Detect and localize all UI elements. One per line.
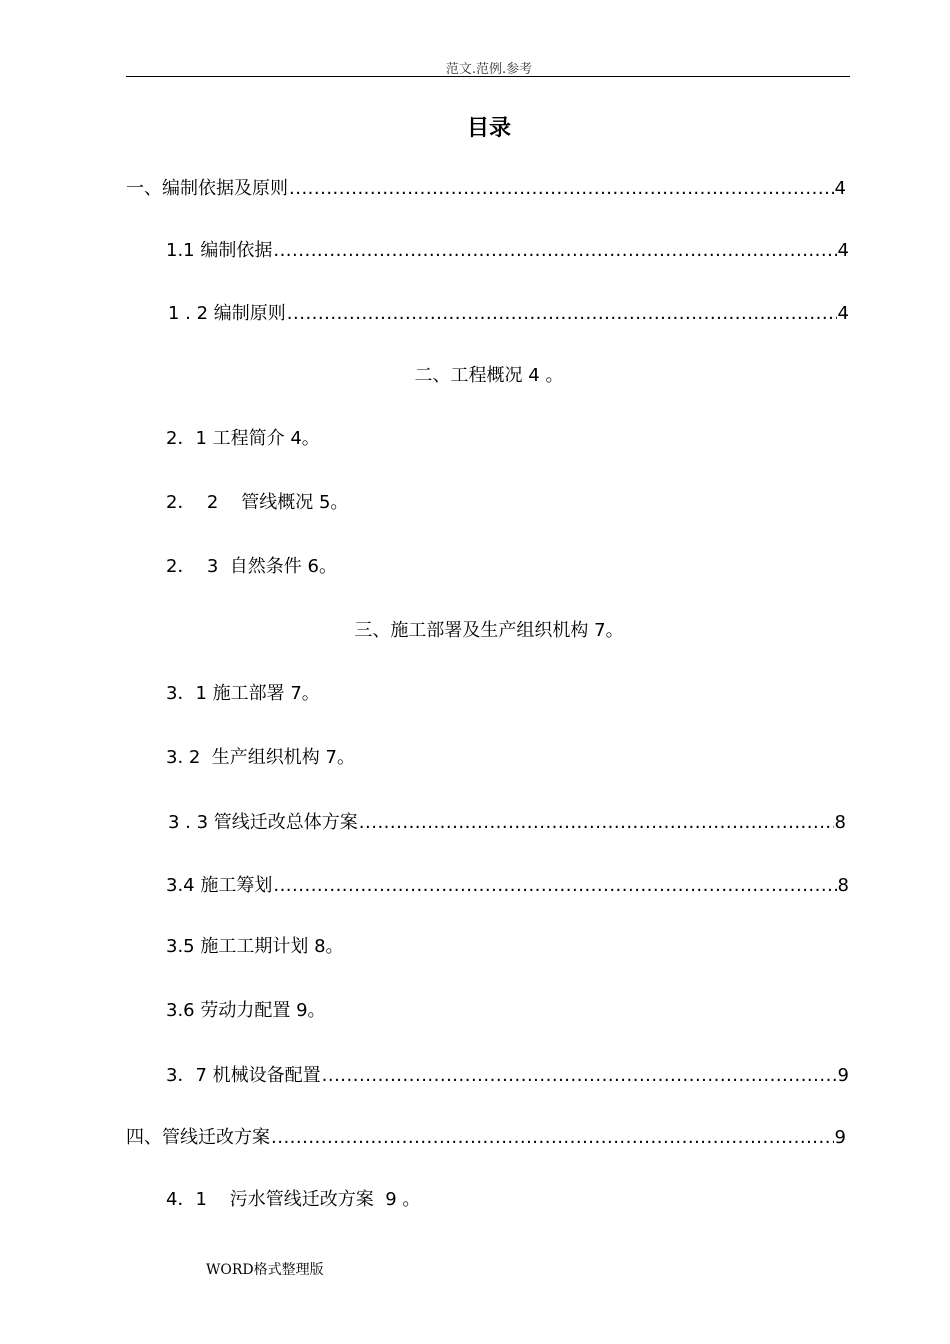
toc-entry-label: 1.1 编制依据 [166,240,273,261]
toc-entry-page: 4 [837,240,849,261]
page-footer: WORD格式整理版 [206,1262,324,1278]
toc-entry-plain[interactable]: 2． 2 管线概况 5。 [166,492,349,513]
toc-entry-plain[interactable]: 3．1 施工部署 7。 [166,683,320,704]
toc-leader-dots [359,811,834,835]
toc-entry[interactable] [166,239,849,263]
toc-entry-page: 8 [834,812,846,833]
toc-entry[interactable] [168,302,849,326]
toc-entry-plain[interactable]: 4．1 污水管线迁改方案 9 。 [166,1189,421,1210]
toc-leader-dots [322,1064,837,1088]
toc-leader-dots [273,874,836,898]
header-divider [126,76,850,77]
toc-entry-page: 4 [837,303,849,324]
toc-entry[interactable] [126,177,846,201]
toc-entry[interactable] [166,874,849,898]
toc-entry-page: 4 [834,178,846,199]
toc-entry-centered[interactable]: 二、工程概况 4 。 [414,365,564,386]
toc-entry-page: 9 [834,1127,846,1148]
toc-entry-label: 四、管线迁改方案 [126,1127,270,1148]
toc-entry-label: 1 . 2 编制原则 [168,303,286,324]
toc-entry[interactable] [166,1064,849,1088]
toc-title: 目录 [466,116,511,141]
toc-entry-plain[interactable]: 3.5 施工工期计划 8。 [166,936,344,957]
toc-leader-dots [289,177,834,201]
toc-leader-dots [273,239,836,263]
toc-leader-dots [271,1126,834,1150]
toc-entry-page: 9 [837,1065,849,1086]
toc-entry-label: 3．7 机械设备配置 [166,1065,321,1086]
toc-entry-plain[interactable]: 3. 2 生产组织机构 7。 [166,747,355,768]
toc-entry-plain[interactable]: 2．1 工程简介 4。 [166,428,320,449]
page-header: 范文.范例.参考 [445,62,533,77]
toc-entry[interactable] [168,811,846,835]
toc-entry-centered[interactable]: 三、施工部署及生产组织机构 7。 [354,620,624,641]
toc-entry-plain[interactable]: 3.6 劳动力配置 9。 [166,1000,326,1021]
toc-entry-page: 8 [837,875,849,896]
toc-entry-label: 一、编制依据及原则 [126,178,288,199]
toc-entry-plain[interactable]: 2． 3 自然条件 6。 [166,556,337,577]
toc-entry-label: 3 . 3 管线迁改总体方案 [168,812,358,833]
toc-entry[interactable] [126,1126,846,1150]
toc-entry-label: 3.4 施工筹划 [166,875,273,896]
toc-leader-dots [287,302,837,326]
